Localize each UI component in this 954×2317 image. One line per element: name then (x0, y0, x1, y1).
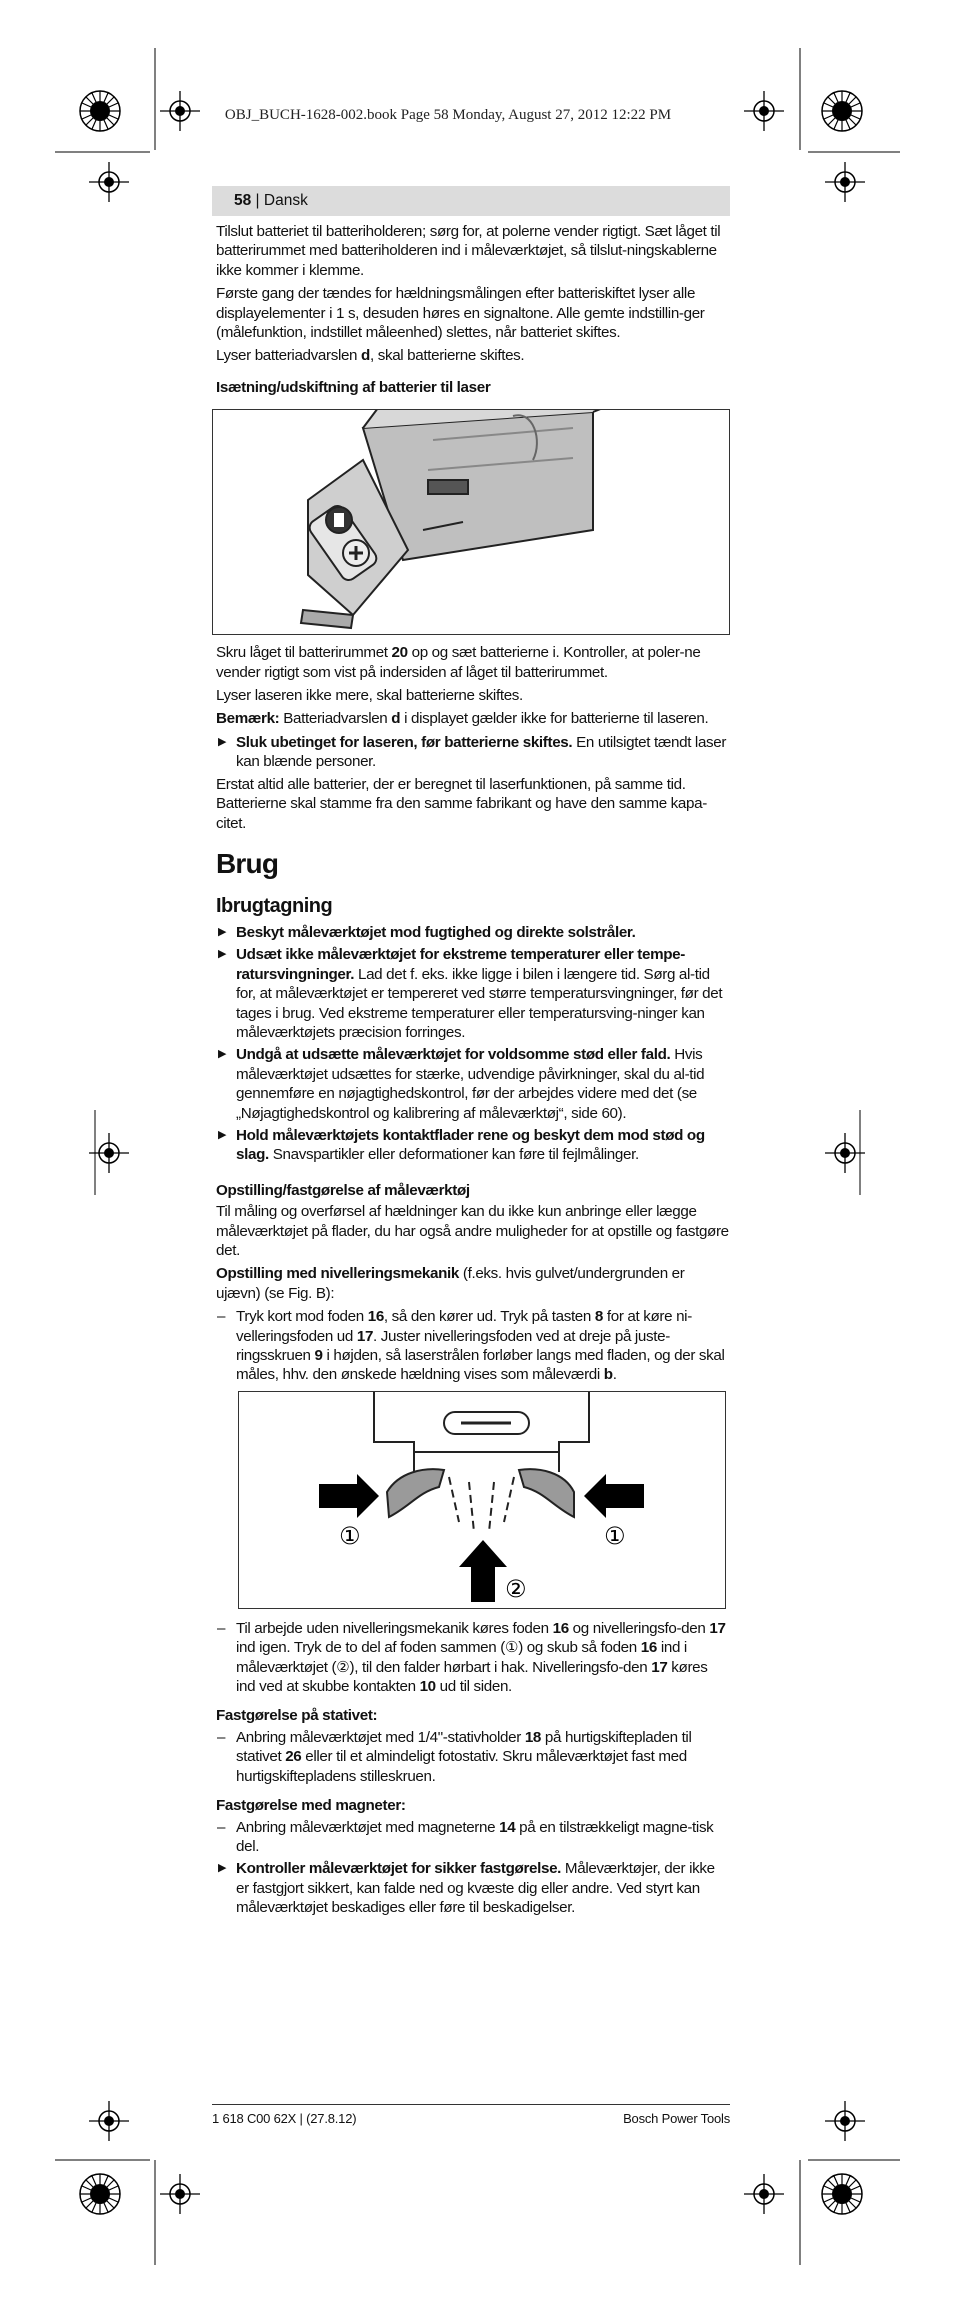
leveling-foot-illustration (239, 1392, 724, 1607)
figure-label-2: ② (505, 1574, 527, 1603)
registration-cross-mid-right (825, 1133, 865, 1173)
laser-battery-heading: Isætning/udskiftning af batterier til laser (216, 378, 491, 396)
registration-cross-right-lower (825, 2101, 865, 2141)
intro-paragraph-1: Tilslut batteriet til batteriholderen; sørg for, at polerne vender rigtigt. Sæt låget til batterirummet med batteriholderen ind i måleværktøjet, så tilslut-ningskablerne ikke kommer i klemme. (216, 223, 721, 279)
section-subtitle-ibrugtagning: Ibrugtagning (216, 894, 333, 917)
header-separator: | (251, 192, 264, 209)
page-footer (212, 2111, 730, 2126)
stativ-dash-1: – Anbring måleværktøjet med 1/4"-stativholder 18 på hurtigskiftepladen til stativet 26 eller til et almindeligt fotostativ. Skru måleværktøjet fast med hurtigskiftepladens stilleskruen. (216, 1728, 730, 1786)
opstilling-paragraph-1: Til måling og overførsel af hældninger kan du ikke kun anbringe eller lægge måleværktøjet på flader, du har også andre muligheder for at opstille og fastgøre det. (216, 1203, 729, 1259)
registration-cross-bottom-left (160, 2174, 200, 2214)
registration-cross-left-lower (89, 2101, 129, 2141)
figure-label-1-right: ① (604, 1521, 626, 1550)
opstilling-paragraph-2: Opstilling med nivelleringsmekanik (f.eks. hvis gulvet/undergrunden er ujævn) (se Fig. B): (216, 1265, 685, 1302)
opstilling-dash-2: – Til arbejde uden nivelleringsmekanik køres foden 16 og nivelleringsfo-den 17 ind igen. Tryk de to del af foden sammen (①) og skub så foden 16 ind i måleværktøjet (②), til den falder hørbart i hak. Nivelleringsfo-den 17 køres ind ved at skubbe kontakten 10 ud til siden. (216, 1619, 730, 1697)
battery-figure (212, 409, 730, 635)
page-header (212, 186, 730, 216)
laser-paragraph-1: Skru låget til batterirummet 20 op og sæt batterierne i. Kontroller, at poler-ne vender rigtigt som vist på indersiden af låget til batterirummet. (216, 644, 701, 681)
footer-brand: Bosch Power Tools (623, 2111, 730, 2126)
brug-bullet-4: ▶ Hold måleværktøjets kontaktflader rene og beskyt dem mod stød og slag. Snavspartikler eller deformationer kan føre til fejlmålinger. (216, 1126, 730, 1165)
laser-warning-bullet: ▶ Sluk ubetinget for laseren, før batterierne skiftes. En utilsigtet tændt laser kan blænde personer. (216, 733, 730, 772)
registration-star-top-left (80, 91, 120, 131)
brug-bullet-3: ▶ Undgå at udsætte måleværktøjet for voldsomme stød eller fald. Hvis måleværktøjet udsættes for stærke, udvendige påvirkninger, skal du al-tid gennemføre en nøjagtighedskontrol, før der arbejdes videre med det (se „Nøjagtighedskontrol og kalibrering af måleværktøj“, side 60). (216, 1045, 730, 1123)
laser-note: Bemærk: Batteriadvarslen d i displayet gælder ikke for batterierne til laseren. (216, 710, 709, 728)
registration-star-top-right (822, 91, 862, 131)
intro-paragraph-2: Første gang der tændes for hældningsmålingen efter batteriskiftet lyser alle displayelementer i 1 s, desuden høres en signaltone. Alle gemte indstillin-ger (målefunktion, indstillet måleenhed) slettes, når batteriet skiftes. (216, 285, 705, 342)
magnet-heading: Fastgørelse med magneter: (216, 1797, 406, 1815)
registration-cross-right-upper (825, 162, 865, 202)
registration-cross-bottom-right (744, 2174, 784, 2214)
laser-paragraph-2: Lyser laseren ikke mere, skal batterierne skiftes. (216, 687, 523, 705)
registration-star-bottom-right (822, 2174, 862, 2214)
opstilling-heading: Opstilling/fastgørelse af måleværktøj (216, 1181, 470, 1199)
footer-document-code: 1 618 C00 62X | (27.8.12) (212, 2111, 357, 2126)
registration-star-bottom-left (80, 2174, 120, 2214)
magnet-bullet-1: ▶ Kontroller måleværktøjet for sikker fastgørelse. Måleværktøjer, der ikke er fastgjort sikkert, kan falde ned og kvæste dig eller andre. Ved styrt kan måleværktøjet beskadiges eller føre til beskadigelser. (216, 1859, 730, 1917)
figure-label-1-left: ① (339, 1521, 361, 1550)
opstilling-dash-1: – Tryk kort mod foden 16, så den kører ud. Tryk på tasten 8 for at køre ni-velleringsfoden ud 17. Juster nivelleringsfoden ved at dreje på juste-ringsskruen 9 i højden, så laserstrålen forløber langs med fladen, og der skal måles, hhv. den ønskede hældning vises som måleværdi b. (216, 1307, 730, 1385)
battery-illustration (213, 410, 728, 633)
page-number: 58 (234, 192, 252, 209)
brug-bullet-2: ▶ Udsæt ikke måleværktøjet for ekstreme temperaturer eller tempe-ratursvingninger. Lad det f. eks. ikke ligge i bilen i længere tid. Sørg al-tid for, at måleværktøjet er tempereret ved større temperatursvingninger, før det tages i brug. Ved ekstreme temperaturer eller temperatursving-ninger kan måleværktøjets præcision forringes. (216, 945, 730, 1042)
stativ-heading: Fastgørelse på stativet: (216, 1707, 378, 1725)
laser-paragraph-4: Erstat altid alle batterier, der er beregnet til laserfunktionen, på samme tid. Batterierne skal stamme fra den samme fabrikant og have den samme kapa-citet. (216, 775, 707, 832)
magnet-dash-1: – Anbring måleværktøjet med magneterne 14 på en tilstrækkeligt magne-tisk del. (216, 1818, 730, 1857)
footer-rule (212, 2104, 730, 2105)
leveling-foot-figure (238, 1391, 726, 1609)
registration-cross-left-upper (89, 162, 129, 202)
print-slug: OBJ_BUCH-1628-002.book Page 58 Monday, August 27, 2012 12:22 PM (224, 107, 672, 123)
header-language: Dansk (263, 192, 308, 209)
brug-bullet-1: ▶ Beskyt måleværktøjet mod fugtighed og direkte solstråler. (216, 923, 730, 942)
registration-cross-top-right (744, 91, 784, 131)
page-body (216, 222, 730, 1921)
section-title-brug: Brug (216, 847, 279, 879)
intro-paragraph-3: Lyser batteriadvarslen d, skal batterierne skiftes. (216, 347, 525, 365)
